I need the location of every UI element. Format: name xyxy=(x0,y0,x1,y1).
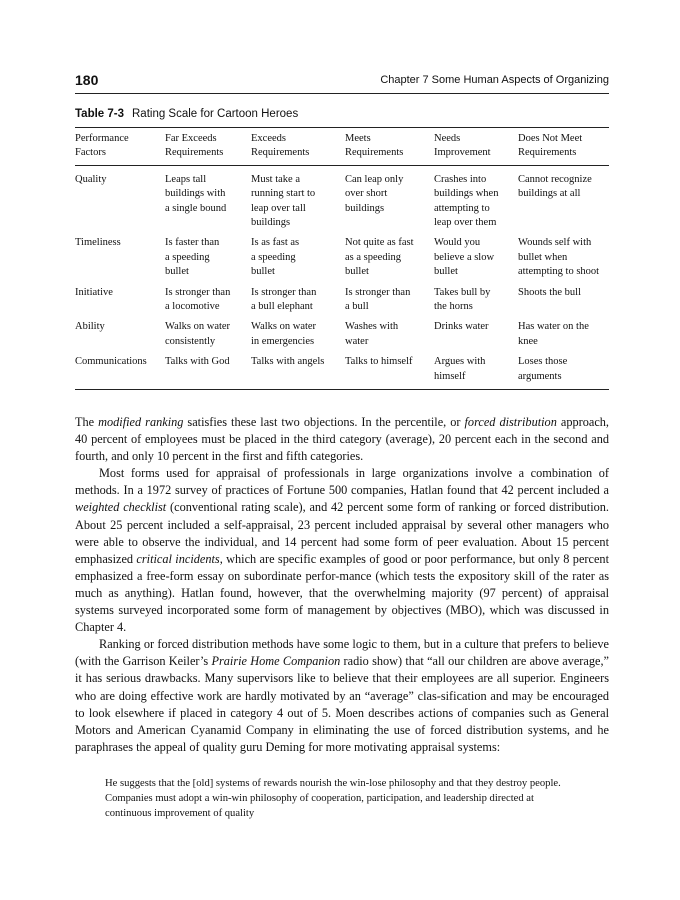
table-cell xyxy=(434,165,518,236)
table-row xyxy=(75,236,609,285)
cell-line: Is stronger than xyxy=(345,286,411,298)
page-header xyxy=(75,72,609,90)
table-cell xyxy=(518,355,609,389)
cell-line: Argues with xyxy=(434,356,486,368)
cell-line: running start to xyxy=(251,188,316,200)
cell-line: bullet xyxy=(165,266,189,278)
cell-line: as a speeding xyxy=(345,251,401,263)
cell-line: a single bound xyxy=(165,202,227,214)
cell-line: Takes bull by xyxy=(434,286,491,298)
block-quote: He suggests that the [old] systems of rewards nourish the win-lose philosophy and that they destroy people. Companies must adopt a win-win philosophy of cooperation, participation, and leadership directed at continuous improvement of quality xyxy=(105,778,561,820)
cell-line: knee xyxy=(518,335,538,347)
cell-line: Drinks water xyxy=(434,321,489,333)
rating-scale-table xyxy=(75,132,609,390)
running-title: Chapter 7 Some Human Aspects of Organizing xyxy=(380,74,609,86)
cell-line: Would you xyxy=(434,237,481,249)
header-rule xyxy=(75,93,609,94)
paragraph xyxy=(75,465,609,636)
cell-line: a bull elephant xyxy=(251,301,313,313)
table-cell xyxy=(345,165,434,236)
text-run: Ranking or forced distribution methods have some logic to them, but in a culture that prefers to believe (with the Garrison Keiler’s xyxy=(75,637,609,669)
cell-line: himself xyxy=(434,370,466,382)
cell-line: Factors xyxy=(75,147,106,159)
table-cell xyxy=(345,236,434,285)
table-cell xyxy=(518,165,609,236)
cell-line: a locomotive xyxy=(165,301,220,313)
table-label: Table 7-3 xyxy=(75,108,124,120)
table-title: Rating Scale for Cartoon Heroes xyxy=(132,108,299,120)
cell-line: a speeding xyxy=(165,251,210,263)
cell-line: attempting to shoot xyxy=(518,266,600,278)
table-cell xyxy=(434,236,518,285)
table-cell xyxy=(518,286,609,321)
cell-line: a bull xyxy=(345,301,369,313)
cell-line: buildings xyxy=(345,202,385,214)
cell-line: believe a slow xyxy=(434,251,495,263)
emphasis: weighted checklist xyxy=(75,500,167,515)
cell-line: bullet xyxy=(345,266,369,278)
table-cell xyxy=(251,286,345,321)
cell-line: Requirements xyxy=(518,147,577,159)
cell-line: Requirements xyxy=(165,147,224,159)
table-caption xyxy=(75,108,298,120)
table-cell xyxy=(434,355,518,389)
cell-line: Leaps tall xyxy=(165,173,207,185)
cell-line: a speeding xyxy=(251,251,296,263)
row-factor xyxy=(75,320,165,355)
table-row xyxy=(75,165,609,236)
cell-line: the horns xyxy=(434,301,473,313)
cell-line: Walks on water xyxy=(165,321,231,333)
cell-line: arguments xyxy=(518,370,562,382)
emphasis: modified ranking xyxy=(98,415,184,429)
cell-line: in emergencies xyxy=(251,335,315,347)
text-run: Most forms used for appraisal of professionals in large organizations involve a combination of methods. In a 1972 survey of practices of Fortune 500 companies, Hatlan found that 42 percent included a xyxy=(75,466,609,498)
cell-line: Talks with angels xyxy=(251,356,325,368)
cell-line: Not quite as fast xyxy=(345,237,414,249)
cell-line: Performance xyxy=(75,133,129,144)
cell-line: buildings xyxy=(251,217,291,229)
cell-line: Talks to himself xyxy=(345,356,413,368)
paragraph xyxy=(75,414,609,465)
table-cell xyxy=(165,165,251,236)
table-cell xyxy=(251,355,345,389)
cell-line: leap over them xyxy=(434,217,497,229)
table-cell xyxy=(345,355,434,389)
cell-line: Crashes into xyxy=(434,173,487,185)
text-run: , which are specific examples of good or poor performance, but only 8 percent emphasized a free-form essay on subordinate perfor-mance (which tests the expository skill of the rater as much as anything). Hatlan found, however, that the overwhelming majority (97 percent) of appraisal systems surveyed incorporated some form of management by objectives (MBO), which was discussed in Chapter 4. xyxy=(75,551,609,635)
cell-line: bullet xyxy=(434,266,458,278)
cell-line: Timeliness xyxy=(75,237,121,249)
cell-line: Shoots the bull xyxy=(518,286,582,298)
cell-line: Walks on water xyxy=(251,321,317,333)
table-cell xyxy=(165,320,251,355)
cell-line: Is stronger than xyxy=(251,286,317,298)
cell-line: Is as fast as xyxy=(251,237,300,249)
table-cell xyxy=(518,236,609,285)
table-cell xyxy=(251,320,345,355)
cell-line: consistently xyxy=(165,335,216,347)
table-header-row xyxy=(75,132,609,165)
cell-line: Cannot recognize xyxy=(518,173,592,185)
table-cell xyxy=(434,320,518,355)
table-cell xyxy=(165,286,251,321)
cell-line: Quality xyxy=(75,173,107,185)
column-header xyxy=(434,132,518,165)
cell-line: leap over tall xyxy=(251,202,306,214)
cell-line: buildings at all xyxy=(518,188,581,200)
cell-line: Far Exceeds xyxy=(165,133,217,144)
text-run: The xyxy=(75,415,99,429)
table-cell xyxy=(434,286,518,321)
table-cell xyxy=(251,236,345,285)
text-run: approach, 40 percent of employees must be placed in the third category (average), 20 percent each in the second and fourth, and only 10 percent in the first and fifth categories. xyxy=(75,415,609,464)
row-factor xyxy=(75,236,165,285)
column-header xyxy=(165,132,251,165)
cell-line: buildings when xyxy=(434,188,499,200)
emphasis: Prairie Home Companion xyxy=(211,654,341,669)
table-cell xyxy=(165,355,251,389)
table-cell xyxy=(345,320,434,355)
cell-line: Requirements xyxy=(251,147,310,159)
cell-line: Meets xyxy=(345,133,371,144)
table-row xyxy=(75,355,609,389)
text-run: satisfies these last two objections. In the percentile, or xyxy=(183,415,465,429)
table-top-rule xyxy=(75,127,609,128)
column-header xyxy=(518,132,609,165)
cell-line: Can leap only xyxy=(345,173,404,185)
cell-line: bullet xyxy=(251,266,275,278)
cell-line: water xyxy=(345,335,369,347)
cell-line: Exceeds xyxy=(251,133,286,144)
body-text xyxy=(75,414,609,756)
page-number: 180 xyxy=(75,72,99,88)
cell-line: over short xyxy=(345,188,388,200)
cell-line: Requirements xyxy=(345,147,404,159)
cell-line: Is stronger than xyxy=(165,286,231,298)
table-row xyxy=(75,320,609,355)
paragraph xyxy=(75,636,609,756)
emphasis: critical incidents xyxy=(136,551,220,566)
table-row xyxy=(75,286,609,321)
cell-line: buildings with xyxy=(165,188,226,200)
text-run: (conventional rating scale), and 42 percent some form of ranking or forced distribution. About 25 percent included a self-appraisal, 23 percent included appraisal by several other managers who were able to observe the individual, and 14 percent had some form of peer evaluation. About 15 percent emphasized xyxy=(75,500,609,566)
row-factor xyxy=(75,286,165,321)
cell-line: bullet when xyxy=(518,251,568,263)
cell-line: Improvement xyxy=(434,147,491,159)
row-factor xyxy=(75,165,165,236)
cell-line: Loses those xyxy=(518,356,568,368)
cell-line: Talks with God xyxy=(165,356,230,368)
cell-line: Must take a xyxy=(251,173,300,185)
column-header xyxy=(251,132,345,165)
cell-line: Initiative xyxy=(75,286,113,298)
table-cell xyxy=(251,165,345,236)
cell-line: attempting to xyxy=(434,202,490,214)
cell-line: Does Not Meet xyxy=(518,133,583,144)
text-run: radio show) that “all our children are above average,” it has serious drawbacks. Many supervisors like to believe that their employees are all superior. Engineers who are doing effective work are hardly motivated by an “average” clas-sification and may be encouraged to look elsewhere if placed in category 4 out of 5. Moen describes actions of companies such as General Motors and American Cyanamid Company in eliminating the use of forced distribution systems, and he paraphrases the appeal of quality guru Deming for more motivating appraisal systems: xyxy=(75,654,609,754)
cell-line: Is faster than xyxy=(165,237,220,249)
cell-line: Wounds self with xyxy=(518,237,592,249)
table-cell xyxy=(518,320,609,355)
cell-line: Ability xyxy=(75,321,105,333)
cell-line: Washes with xyxy=(345,321,399,333)
table-cell xyxy=(165,236,251,285)
cell-line: Communications xyxy=(75,356,147,368)
column-header xyxy=(345,132,434,165)
emphasis: forced distribution xyxy=(464,415,557,429)
table-body xyxy=(75,165,609,389)
cell-line: Has water on the xyxy=(518,321,589,333)
row-factor xyxy=(75,355,165,389)
cell-line: Needs xyxy=(434,133,461,144)
column-header xyxy=(75,132,165,165)
table-cell xyxy=(345,286,434,321)
